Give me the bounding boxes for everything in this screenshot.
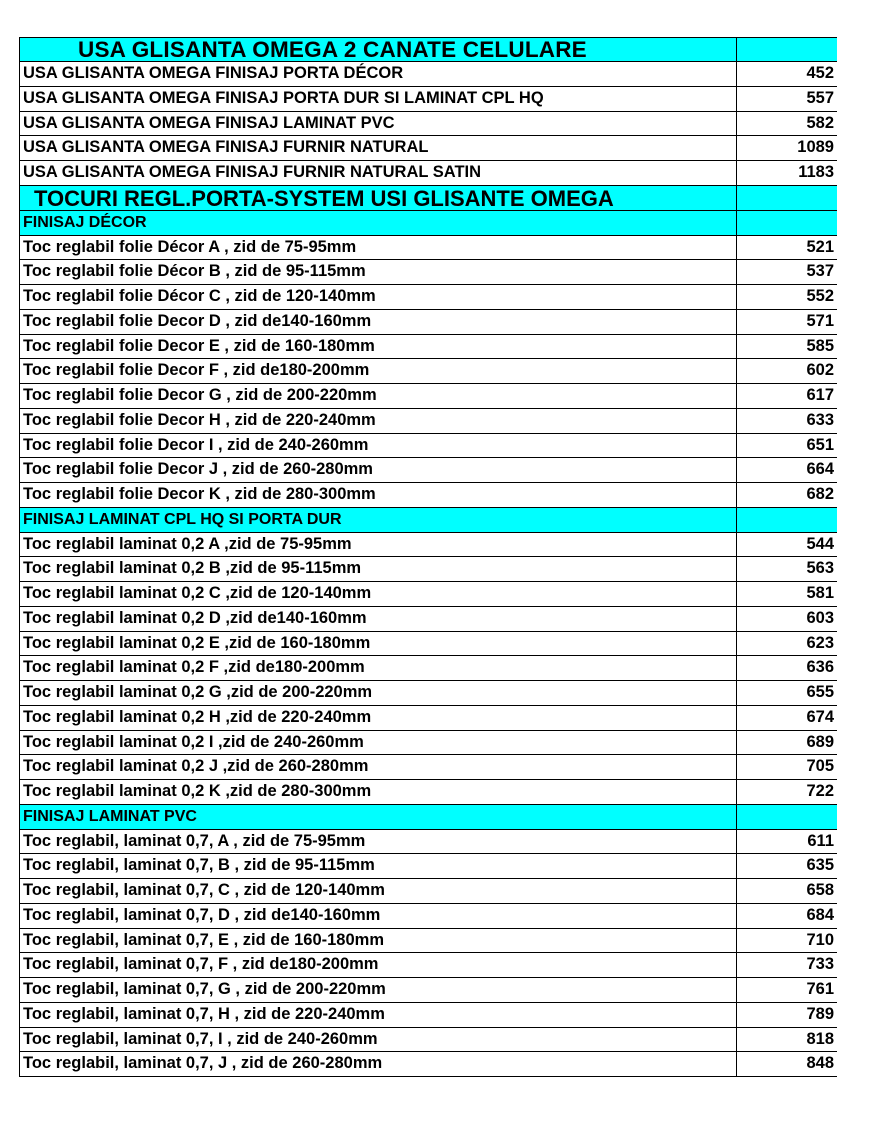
- item-price: 689: [736, 731, 837, 755]
- item-price: 733: [736, 953, 837, 977]
- item-price: 521: [736, 236, 837, 260]
- item-label: Toc reglabil, laminat 0,7, B , zid de 95-115mm: [23, 856, 375, 875]
- section-price-cell: [736, 805, 837, 829]
- table-row: [19, 483, 837, 508]
- item-label: Toc reglabil laminat 0,2 A ,zid de 75-95mm: [23, 534, 352, 553]
- item-label: Toc reglabil, laminat 0,7, E , zid de 160-180mm: [23, 930, 384, 949]
- table-row: [19, 434, 837, 459]
- title-price-cell: [736, 38, 837, 61]
- item-label: Toc reglabil laminat 0,2 K ,zid de 280-300mm: [23, 782, 372, 800]
- item-price: 684: [736, 904, 837, 928]
- table-row: [19, 607, 837, 632]
- item-label: Toc reglabil folie Decor J , zid de 260-280mm: [23, 460, 373, 479]
- item-label: Toc reglabil, laminat 0,7, F , zid de180-200mm: [23, 955, 379, 974]
- table-row: [19, 112, 837, 137]
- table-row: [19, 632, 837, 657]
- section-price-cell: [736, 211, 837, 235]
- table-row: [19, 582, 837, 607]
- item-price: 710: [736, 929, 837, 953]
- table-row: [19, 384, 837, 409]
- frames-title-row: [19, 186, 837, 211]
- item-label: Toc reglabil folie Décor B , zid de 95-115mm: [23, 262, 366, 281]
- table-row: [19, 1003, 837, 1028]
- item-price: 848: [736, 1052, 837, 1076]
- price-list-table: [19, 37, 837, 1077]
- item-label: Toc reglabil laminat 0,2 E ,zid de 160-180mm: [23, 633, 371, 652]
- item-label: USA GLISANTA OMEGA FINISAJ FURNIR NATURAL: [23, 138, 429, 157]
- table-row: [19, 285, 837, 310]
- item-price: 581: [736, 582, 837, 606]
- table-row: [19, 731, 837, 756]
- table-row: [19, 830, 837, 855]
- item-price: 602: [736, 359, 837, 383]
- table-row: [19, 409, 837, 434]
- item-label: Toc reglabil folie Decor E , zid de 160-180mm: [23, 336, 375, 355]
- item-label: Toc reglabil laminat 0,2 J ,zid de 260-280mm: [23, 757, 369, 776]
- table-row: [19, 879, 837, 904]
- item-label: Toc reglabil laminat 0,2 B ,zid de 95-115mm: [23, 559, 362, 578]
- section-header-row: [19, 805, 837, 830]
- item-label: Toc reglabil, laminat 0,7, D , zid de140-160mm: [23, 905, 381, 924]
- item-price: 544: [736, 533, 837, 557]
- item-price: 722: [736, 780, 837, 804]
- item-price: 636: [736, 656, 837, 680]
- table-row: [19, 1028, 837, 1053]
- item-label: Toc reglabil folie Decor K , zid de 280-300mm: [23, 485, 376, 503]
- table-row: [19, 929, 837, 954]
- item-price: 585: [736, 335, 837, 359]
- table-row: [19, 335, 837, 360]
- table-row: [19, 681, 837, 706]
- table-row: [19, 310, 837, 335]
- table-row: [19, 260, 837, 285]
- item-price: 611: [736, 830, 837, 854]
- item-price: 452: [736, 62, 837, 86]
- item-price: 658: [736, 879, 837, 903]
- frames-title: TOCURI REGL.PORTA-SYSTEM USI GLISANTE OMEGA: [34, 185, 614, 210]
- item-label: Toc reglabil laminat 0,2 H ,zid de 220-240mm: [23, 707, 372, 726]
- item-label: USA GLISANTA OMEGA FINISAJ LAMINAT PVC: [23, 113, 395, 132]
- item-price: 655: [736, 681, 837, 705]
- item-label: Toc reglabil laminat 0,2 G ,zid de 200-220mm: [23, 683, 373, 701]
- table-row: [19, 755, 837, 780]
- table-row: [19, 978, 837, 1003]
- table-row: [19, 136, 837, 161]
- item-price: 789: [736, 1003, 837, 1027]
- item-price: 1183: [736, 161, 837, 185]
- item-label: Toc reglabil, laminat 0,7, A , zid de 75-95mm: [23, 831, 366, 850]
- item-price: 761: [736, 978, 837, 1002]
- frame-sections: [19, 211, 837, 1077]
- table-row: [19, 161, 837, 186]
- table-row: [19, 458, 837, 483]
- item-price: 1089: [736, 136, 837, 160]
- item-label: Toc reglabil, laminat 0,7, J , zid de 260-280mm: [23, 1054, 383, 1073]
- table-title-row: [19, 37, 837, 62]
- item-price: 664: [736, 458, 837, 482]
- item-price: 633: [736, 409, 837, 433]
- item-label: USA GLISANTA OMEGA FINISAJ PORTA DÉCOR: [23, 64, 404, 82]
- section-title: FINISAJ LAMINAT PVC: [23, 807, 197, 825]
- item-label: Toc reglabil folie Decor D , zid de140-160mm: [23, 311, 372, 330]
- item-label: Toc reglabil folie Décor A , zid de 75-95mm: [23, 237, 357, 256]
- item-label: Toc reglabil laminat 0,2 D ,zid de140-160mm: [23, 608, 367, 627]
- section-title: FINISAJ DÉCOR: [23, 213, 147, 231]
- item-label: USA GLISANTA OMEGA FINISAJ FURNIR NATURAL SATIN: [23, 163, 482, 181]
- section-title: FINISAJ LAMINAT CPL HQ SI PORTA DUR: [23, 510, 342, 528]
- item-price: 651: [736, 434, 837, 458]
- item-price: 582: [736, 112, 837, 136]
- table-row: [19, 904, 837, 929]
- item-label: Toc reglabil folie Décor C , zid de 120-140mm: [23, 287, 376, 305]
- section-price-cell: [736, 508, 837, 532]
- item-label: Toc reglabil, laminat 0,7, I , zid de 240-260mm: [23, 1029, 378, 1048]
- item-label: USA GLISANTA OMEGA FINISAJ PORTA DUR SI LAMINAT CPL HQ: [23, 88, 544, 107]
- item-label: Toc reglabil laminat 0,2 F ,zid de180-200mm: [23, 658, 365, 677]
- frames-title-price-cell: [736, 186, 837, 210]
- item-label: Toc reglabil folie Decor I , zid de 240-260mm: [23, 435, 369, 454]
- item-label: Toc reglabil folie Decor H , zid de 220-240mm: [23, 410, 376, 429]
- item-price: 705: [736, 755, 837, 779]
- door-items-list: [19, 62, 837, 186]
- table-row: [19, 953, 837, 978]
- table-row: [19, 706, 837, 731]
- item-label: Toc reglabil laminat 0,2 C ,zid de 120-140mm: [23, 584, 372, 602]
- item-price: 635: [736, 854, 837, 878]
- item-label: Toc reglabil folie Decor F , zid de180-200mm: [23, 361, 370, 380]
- item-price: 617: [736, 384, 837, 408]
- item-label: Toc reglabil laminat 0,2 I ,zid de 240-260mm: [23, 732, 364, 751]
- item-price: 552: [736, 285, 837, 309]
- table-row: [19, 533, 837, 558]
- table-row: [19, 359, 837, 384]
- section-header-row: [19, 211, 837, 236]
- item-price: 674: [736, 706, 837, 730]
- table-row: [19, 854, 837, 879]
- table-row: [19, 780, 837, 805]
- item-price: 603: [736, 607, 837, 631]
- item-label: Toc reglabil folie Decor G , zid de 200-220mm: [23, 386, 377, 404]
- item-price: 682: [736, 483, 837, 507]
- item-price: 537: [736, 260, 837, 284]
- table-title: USA GLISANTA OMEGA 2 CANATE CELULARE: [78, 38, 587, 61]
- item-price: 818: [736, 1028, 837, 1052]
- item-price: 623: [736, 632, 837, 656]
- item-price: 571: [736, 310, 837, 334]
- item-label: Toc reglabil, laminat 0,7, C , zid de 120-140mm: [23, 881, 385, 899]
- table-row: [19, 236, 837, 261]
- table-row: [19, 557, 837, 582]
- table-row: [19, 87, 837, 112]
- item-label: Toc reglabil, laminat 0,7, H , zid de 220-240mm: [23, 1004, 385, 1023]
- item-label: Toc reglabil, laminat 0,7, G , zid de 200-220mm: [23, 980, 386, 998]
- table-row: [19, 656, 837, 681]
- table-row: [19, 1052, 837, 1077]
- section-header-row: [19, 508, 837, 533]
- item-price: 557: [736, 87, 837, 111]
- item-price: 563: [736, 557, 837, 581]
- table-row: [19, 62, 837, 87]
